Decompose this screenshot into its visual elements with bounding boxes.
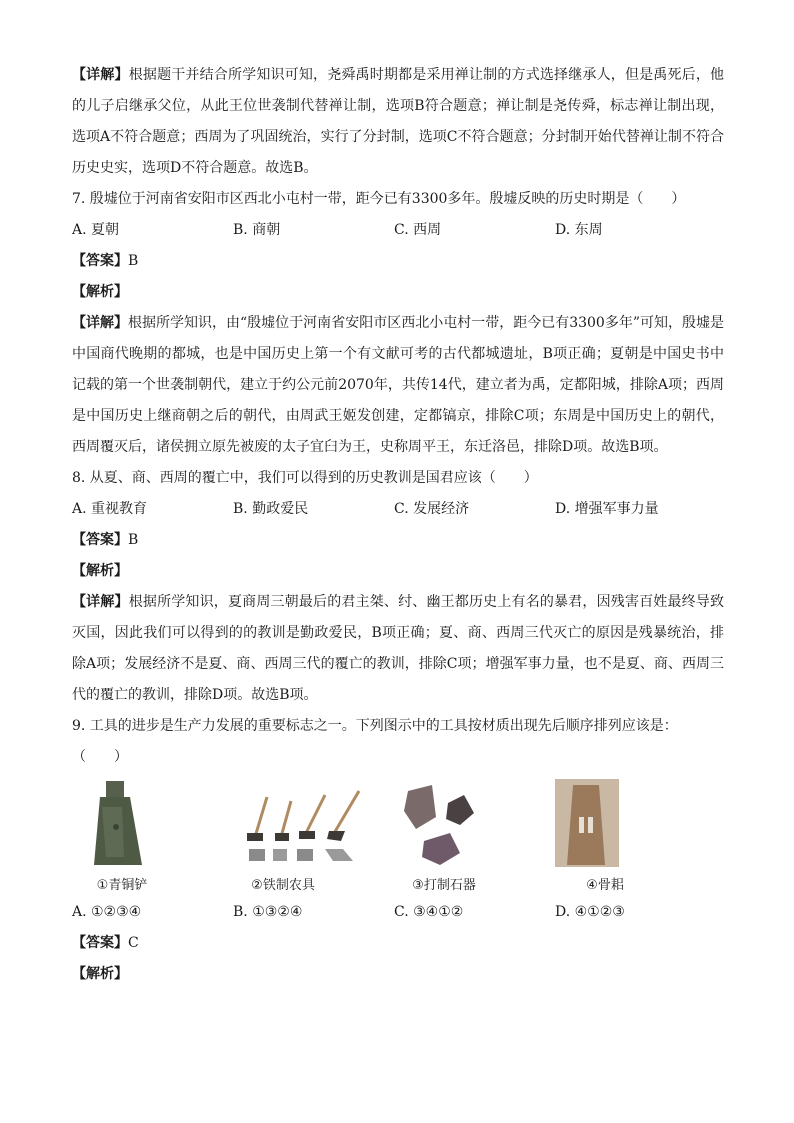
q9-figure-4 <box>555 777 716 897</box>
q8-option-d: D. 增强军事力量 <box>555 501 659 517</box>
q8-options <box>72 494 724 525</box>
q7-detail-label: 【详解】 <box>72 315 129 331</box>
q9-figure-2 <box>233 777 394 897</box>
q7-detail <box>72 308 724 463</box>
q9-caption-2: ②铁制农具 <box>251 878 315 893</box>
q9-figure-1 <box>72 777 233 897</box>
q6-detail <box>72 60 724 184</box>
q9-figures <box>72 777 724 897</box>
q9-caption-3: ③打制石器 <box>412 878 476 893</box>
iron-tools-icon <box>233 777 373 872</box>
q9-option-b: B. ①③②④ <box>233 904 303 920</box>
q9-stem-line1: 9. 工具的进步是生产力发展的重要标志之一。下列图示中的工具按材质出现先后顺序排列应该是： <box>72 718 678 734</box>
q7-option-a: A. 夏朝 <box>72 222 120 238</box>
q8-detail-text: 根据所学知识，夏商周三朝最后的君主桀、纣、幽王都历史上有名的暴君，因残害百姓最终导致灭国，因此我们可以得到的的教训是勤政爱民，B项正确；夏、商、西周三代灭亡的原因是残暴统治，排除A项；发展经济不是夏、商、西周三代的覆亡的教训，排除C项；增强军事力量，也不是夏、商、西周三代的覆亡的教训，排除D项。故选B项。 <box>72 594 725 703</box>
q9-caption-4: ④骨耜 <box>586 878 624 893</box>
q8-stem: 8. 从夏、商、西周的覆亡中，我们可以得到的历史教训是国君应该（ ） <box>72 470 538 486</box>
stone-tools-icon <box>394 777 494 872</box>
q7-option-c: C. 西周 <box>394 222 442 238</box>
q9-figure-3 <box>394 777 555 897</box>
q8-option-b: B. 勤政爱民 <box>233 501 309 517</box>
q9-analysis-label: 【解析】 <box>72 966 128 982</box>
q7-stem: 7. 殷墟位于河南省安阳市区西北小屯村一带，距今已有3300多年。殷墟反映的历史时期是（ ） <box>72 191 686 207</box>
q6-detail-label: 【详解】 <box>72 67 129 83</box>
q8-answer-value: B <box>128 532 139 548</box>
q9-option-c: C. ③④①② <box>394 904 464 920</box>
q8-option-a: A. 重视教育 <box>72 501 148 517</box>
q7-answer-value: B <box>128 253 139 269</box>
q7-analysis-label: 【解析】 <box>72 284 128 300</box>
q8-detail <box>72 587 724 711</box>
q7-answer-label: 【答案】 <box>72 253 128 269</box>
q8-answer-label: 【答案】 <box>72 532 128 548</box>
q9-caption-1: ①青铜铲 <box>96 878 148 893</box>
q7-option-d: D. 东周 <box>555 222 603 238</box>
q7-answer <box>72 246 724 277</box>
q8-detail-label: 【详解】 <box>72 594 129 610</box>
q8-analysis-label: 【解析】 <box>72 563 128 579</box>
q7-option-b: B. 商朝 <box>233 222 281 238</box>
q9-options <box>72 897 724 928</box>
q7-options <box>72 215 724 246</box>
q6-detail-text: 根据题干并结合所学知识可知，尧舜禹时期都是采用禅让制的方式选择继承人，但是禹死后，他的儿子启继承父位，从此王位世袭制代替禅让制，选项B符合题意；禅让制是尧传舜，标志禅让制出现，选项A不符合题意；西周为了巩固统治，实行了分封制，选项C不符合题意；分封制开始代替禅让制不符合历史史实，选项D不符合题意。故选B。 <box>72 67 725 176</box>
q9-stem-line2: （ ） <box>72 749 128 765</box>
bronze-shovel-icon <box>72 777 172 872</box>
q9-answer-label: 【答案】 <box>72 935 128 951</box>
q7-detail-text: 根据所学知识，由“殷墟位于河南省安阳市区西北小屯村一带，距今已有3300多年”可知，殷墟是中国商代晚期的都城，也是中国历史上第一个有文献可考的古代都城遗址，B项正确；夏朝是中国史书中记载的第一个世袭制朝代，建立于约公元前2070年，共传14代，建立者为禹，定都阳城，排除A项；西周是中国历史上继商朝之后的朝代，由周武王姬发创建，定都镐京，排除C项；东周是中国历史上的朝代，西周覆灭后，诸侯拥立原先被废的太子宜臼为王，史称周平王，东迁洛邑，排除D项。故选B项。 <box>72 315 724 455</box>
q9-option-d: D. ④①②③ <box>555 904 625 920</box>
q9-answer <box>72 928 724 959</box>
q8-option-c: C. 发展经济 <box>394 501 470 517</box>
q9-option-a: A. ①②③④ <box>72 904 142 920</box>
document-page <box>72 60 724 990</box>
bone-spade-icon <box>555 777 655 872</box>
q9-answer-value: C <box>128 935 139 951</box>
q8-answer <box>72 525 724 556</box>
